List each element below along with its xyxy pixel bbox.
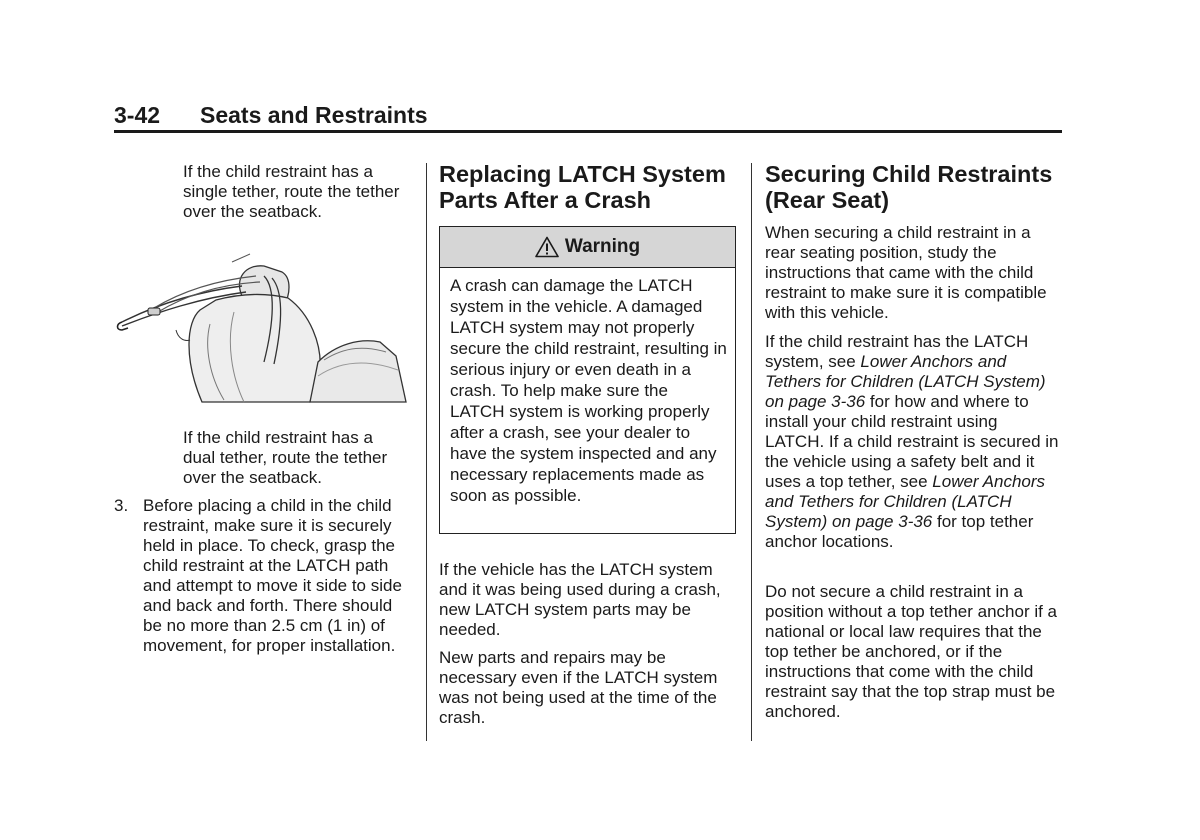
seatback-tether-illustration [114, 252, 408, 404]
page-number: 3-42 [114, 102, 161, 128]
warning-text: A crash can damage the LATCH system in the vehicle. A damaged LATCH system may not properly secure the child restraint, resulting in serious injury or even death in a crash. To help make sure the LATCH system is working properly after a crash, see your dealer to have the system inspected and any necessary replacements made as soon as possible. [450, 276, 727, 505]
new-parts-paragraph: New parts and repairs may be necessary even if the LATCH system was not being used at the time of the crash. [439, 648, 718, 727]
latch-crash-paragraph: If the vehicle has the LATCH system and it was being used during a crash, new LATCH system parts may be needed. [439, 560, 721, 639]
header-rule [114, 130, 1062, 133]
lower-anchors-link-1[interactable]: Lower Anchors and Tethers for Children (LATCH System) on page 3-36 [765, 352, 1046, 411]
dual-tether-paragraph: If the child restraint has a dual tether, route the tether over the seatback. [183, 428, 388, 487]
warning-label: Warning [564, 236, 641, 257]
top-tether-law-paragraph: Do not secure a child restraint in a position without a top tether anchor if a national or local law requires that the top tether be anchored, or if the instructions that come with the child restraint say that the top strap must be anchored. [765, 582, 1058, 721]
latch-replacement-heading: Replacing LATCH System Parts After a Crash [439, 161, 726, 213]
step-3-text: Before placing a child in the child restraint, make sure it is securely held in place. To check, grasp the child restraint at the LATCH path and attempt to move it side to side and back and forth. There should be no more than 2.5 cm (1 in) of movement, for proper installation. [143, 496, 402, 655]
page-header [114, 100, 1062, 130]
securing-rear-seat-heading: Securing Child Restraints (Rear Seat) [765, 161, 1053, 213]
lower-anchors-link-2[interactable]: Lower Anchors and Tethers for Children (LATCH System) on page 3-36 [765, 472, 1046, 531]
warning-header [440, 227, 735, 268]
latch-reference-paragraph [765, 332, 1061, 552]
column-divider-left [426, 163, 427, 741]
single-tether-paragraph: If the child restraint has a single tether, route the tether over the seatback. [183, 162, 400, 221]
rear-seat-intro-paragraph: When securing a child restraint in a rear seating position, study the instructions that came with the child restraint to make sure it is compatible with this vehicle. [765, 223, 1047, 322]
latch-reference-text-b: for how and where to install your child restraint using LATCH. If a child restraint is secured in the vehicle using a safety belt and it uses a top tether, see [765, 392, 1059, 491]
latch-reference-text-a: If the child restraint has the LATCH system, see [765, 332, 1029, 371]
warning-box [439, 226, 736, 534]
latch-reference-text-c: for top tether anchor locations. [765, 512, 1034, 551]
step-3-number: 3. [114, 496, 129, 515]
warning-triangle-icon [535, 236, 559, 258]
section-title: Seats and Restraints [200, 102, 428, 128]
column-divider-right [751, 163, 752, 741]
